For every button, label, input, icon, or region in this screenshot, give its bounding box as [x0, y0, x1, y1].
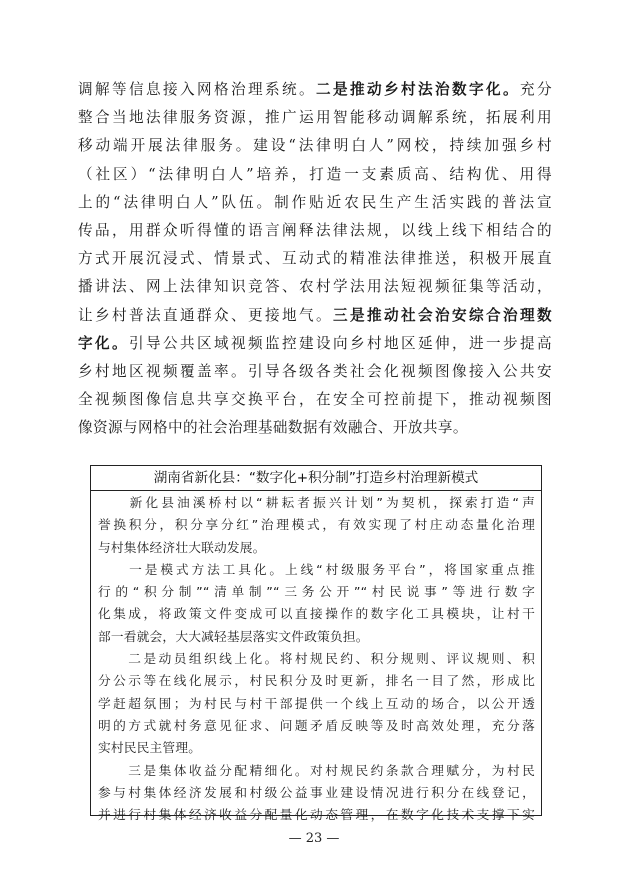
case-study-line: 三是集体收益分配精细化。对村规民约条款合理赋分，为村民: [98, 762, 535, 778]
case-study-line: 化集成，将政策文件变成可以直接操作的数字化工具模块，让村干: [98, 606, 535, 622]
paragraph-line: [78, 132, 552, 160]
paragraph-line: [78, 245, 552, 273]
case-study-line: 学赶超氛围；为村民与村干部提供一个线上互动的场合，以公开透: [98, 695, 535, 711]
body-text: 充分: [520, 81, 552, 98]
paragraph-line: [78, 273, 552, 301]
body-text: 传品，用群众听得懂的语言阐释法律法规，以线上线下相结合的: [78, 221, 552, 239]
bold-heading-text: 字化。: [78, 334, 129, 352]
paragraph-line: [78, 302, 552, 330]
bold-heading-text: 三是推动社会治安综合治理数: [333, 306, 552, 324]
case-study-line: 一是模式方法工具化。上线“村级服务平台”，将国家重点推: [98, 561, 535, 577]
paragraph-line: [78, 358, 552, 386]
body-text: 让乡村普法直通群众、更接地气。: [78, 306, 333, 324]
paragraph-line: [78, 104, 552, 132]
paragraph-line: [78, 161, 552, 189]
paragraph-line: [78, 330, 552, 358]
body-text: 播讲法、网上法律知识竞答、农村学法用法短视频征集等活动，: [78, 278, 552, 296]
case-study-body: [91, 491, 541, 826]
case-study-box: [90, 465, 542, 823]
case-study-line: 新化县油溪桥村以“耕耘者振兴计划”为契机，探索打造“声: [98, 495, 535, 510]
body-text: （社区）“法律明白人”培养，打造一支素质高、结构优、用得: [78, 165, 552, 183]
body-text: 方式开展沉浸式、情景式、互动式的精准法律推送，积极开展直: [78, 250, 552, 268]
body-text: 整合当地法律服务资源，推广运用智能移动调解系统，拓展利用: [78, 109, 552, 127]
body-text: 上的“法律明白人”队伍。制作贴近农民生产生活实践的普法宣: [78, 193, 552, 211]
case-study-line: 与村集体经济壮大联动发展。: [98, 539, 266, 555]
bold-heading-text: 二是推动乡村法治数字化。: [316, 81, 520, 98]
case-study-line: 明的方式就村务意见征求、问题矛盾反映等及时高效处理，充分落: [98, 717, 535, 733]
case-study-line: 并进行村集体经济收益分配量化动态管理，在数字化技术支撑下实: [98, 807, 535, 823]
case-study-line: 参与村集体经济发展和村级公益事业建设情况进行积分在线登记，: [98, 784, 535, 800]
body-text: 引导公共区域视频监控建设向乡村地区延伸，进一步提高: [129, 334, 552, 352]
body-text: 乡村地区视频覆盖率。引导各级各类社会化视频图像接入公共安: [78, 362, 552, 380]
case-study-line: 实村民民主管理。: [98, 740, 202, 756]
case-study-line: 誉换积分，积分享分红”治理模式，有效实现了村庄动态量化治理: [98, 517, 535, 533]
page-number: — 23 —: [288, 831, 340, 846]
paragraph-line: [78, 189, 552, 217]
case-study-title: 湖南省新化县：“数字化+积分制”打造乡村治理新模式: [91, 466, 541, 491]
body-text: 移动端开展法律服务。建设“法律明白人”网校，持续加强乡村: [78, 137, 552, 155]
body-text: 全视频图像信息共享交换平台，在安全可控前提下，推动视频图: [78, 391, 552, 409]
body-text: 调解等信息接入网格治理系统。: [78, 81, 316, 98]
body-text: 像资源与网格中的社会治理基础数据有效融合、开放共享。: [78, 419, 468, 437]
paragraph-line: [78, 386, 552, 414]
case-study-line: 分公示等在线化展示，村民积分及时更新，排名一目了然，形成比: [98, 673, 535, 689]
main-text: [78, 76, 552, 442]
paragraph-line: [78, 414, 552, 442]
case-study-line: 部一看就会，大大减轻基层落实文件政策负担。: [98, 628, 369, 644]
paragraph-line: [78, 217, 552, 245]
case-study-line: 二是动员组织线上化。将村规民约、积分规则、评议规则、积: [98, 651, 535, 667]
paragraph-line: [78, 76, 552, 104]
case-study-line: 行的“积分制”“清单制”“三务公开”“村民说事”等进行数字: [98, 584, 535, 600]
